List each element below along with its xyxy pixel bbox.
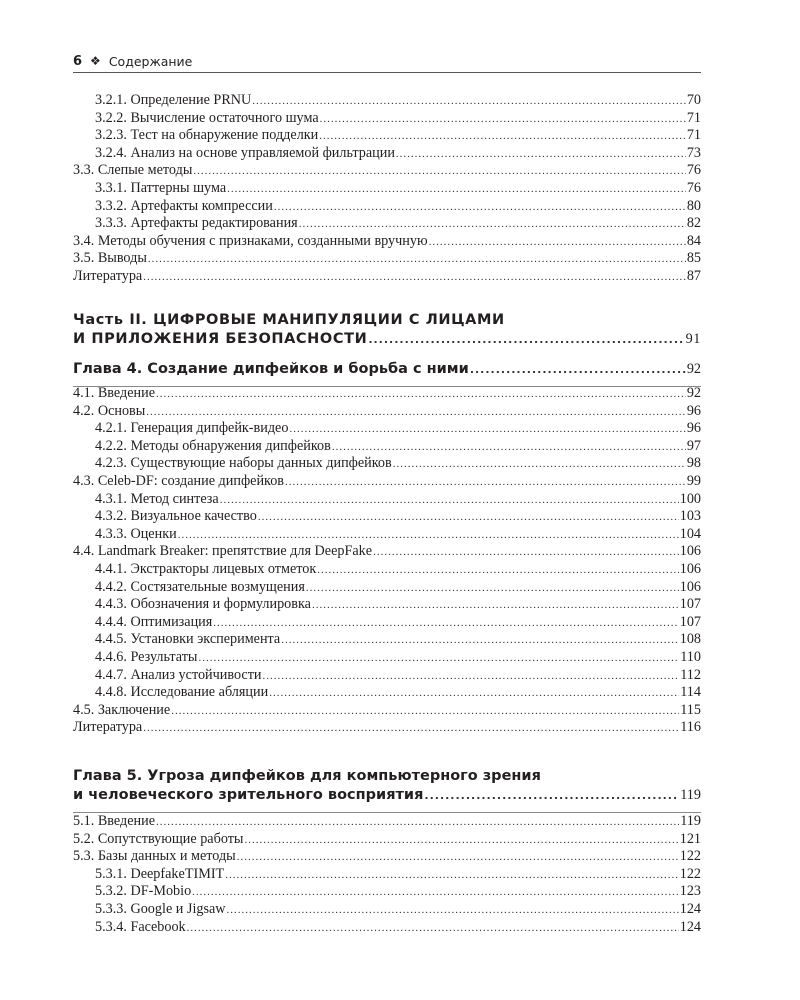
toc-entry[interactable] — [73, 198, 701, 216]
page-ref: 97 — [686, 437, 701, 454]
entry-title: 3.3.2. Артефакты компрессии — [95, 197, 273, 214]
dot-leader — [396, 148, 686, 160]
toc-entry[interactable] — [73, 579, 701, 597]
toc-entry[interactable] — [73, 866, 701, 884]
toc-entry[interactable] — [73, 596, 701, 614]
page-ref: 92 — [686, 385, 701, 401]
dot-leader — [373, 546, 679, 558]
toc-entry[interactable] — [73, 268, 701, 286]
dot-leader — [143, 722, 679, 734]
page-ref: 112 — [680, 666, 701, 683]
entry-title: 3.2.2. Вычисление остаточного шума — [95, 109, 319, 126]
entry-title: 3.2.3. Тест на обнаружение подделки — [95, 127, 319, 144]
dot-leader — [319, 130, 686, 142]
toc-entry[interactable] — [73, 215, 701, 233]
entry-title: 5.2. Сопутствующие работы — [73, 830, 244, 847]
toc-block-chapter4 — [73, 385, 701, 737]
dot-leader — [227, 904, 679, 916]
dot-leader — [198, 652, 679, 664]
toc-entry[interactable] — [73, 684, 701, 702]
entry-title: 4.4.5. Установки эксперимента — [95, 631, 281, 648]
ornament-icon: ❖ — [90, 54, 101, 68]
page-ref: 70 — [686, 92, 701, 108]
page-ref: 98 — [686, 455, 701, 472]
dot-leader — [274, 201, 686, 213]
toc-entry[interactable] — [73, 813, 701, 831]
toc-entry[interactable] — [73, 127, 701, 145]
dot-leader — [252, 95, 686, 107]
toc-entry[interactable] — [73, 455, 701, 473]
entry-title: 4.4.7. Анализ устойчивости — [95, 666, 262, 683]
entry-title: 4.4.3. Обозначения и формулировка — [95, 596, 311, 613]
page-ref: 124 — [679, 900, 701, 917]
page-ref: 110 — [680, 648, 701, 665]
entry-title: 3.2.1. Определение PRNU — [95, 92, 252, 108]
page-ref: 84 — [686, 232, 701, 249]
page-ref: 106 — [679, 578, 701, 595]
toc-entry-chapter-5[interactable] — [73, 787, 701, 809]
chapter-5-heading — [73, 766, 701, 813]
running-title: Содержание — [108, 53, 193, 69]
entry-title: 4.4. Landmark Breaker: препятствие для DeepFake — [73, 543, 373, 560]
page-ref: 71 — [686, 127, 701, 144]
toc-block-chapter5 — [73, 813, 701, 936]
dot-leader — [171, 705, 679, 717]
dot-leader — [312, 599, 679, 611]
toc-entry[interactable] — [73, 403, 701, 421]
dot-leader — [213, 617, 678, 629]
entry-title: 5.3.1. DeepfakeTIMIT — [95, 865, 225, 882]
page-ref: 80 — [686, 197, 701, 214]
page-ref: 124 — [679, 918, 701, 935]
toc-entry[interactable] — [73, 561, 701, 579]
chapter-title-line1: Глава 5. Угроза дипфейков для компьютерного зрения — [73, 768, 541, 784]
entry-title: 4.2.2. Методы обнаружения дипфейков — [95, 437, 331, 454]
dot-leader — [299, 218, 686, 230]
toc-entry[interactable] — [73, 543, 701, 561]
entry-title: 4.3. Celeb-DF: создание дипфейков — [73, 472, 285, 489]
entry-title: 3.3.3. Артефакты редактирования — [95, 215, 298, 232]
dot-leader — [429, 236, 686, 248]
dot-leader — [227, 183, 686, 195]
toc-entry[interactable] — [73, 719, 701, 737]
chapter-4-heading — [73, 361, 701, 387]
dot-leader — [470, 363, 686, 376]
entry-title: 4.3.3. Оценки — [95, 525, 177, 542]
toc-entry[interactable] — [73, 110, 701, 128]
entry-title: 5.1. Введение — [73, 813, 156, 829]
dot-leader — [244, 834, 678, 846]
entry-title: Литература — [73, 719, 143, 736]
page-ref: 122 — [679, 848, 701, 865]
toc-entry-chapter-4[interactable] — [73, 361, 701, 383]
entry-title: 5.3.3. Google и Jigsaw — [95, 900, 226, 917]
page-ref: 87 — [686, 267, 701, 284]
entry-title: 5.3. Базы данных и методы — [73, 848, 236, 865]
dot-leader — [258, 511, 679, 523]
entry-title: 3.3. Слепые методы — [73, 162, 193, 179]
toc-entry[interactable] — [73, 473, 701, 491]
dot-leader — [225, 869, 679, 881]
toc-entry[interactable] — [73, 145, 701, 163]
page-ref: 106 — [679, 543, 701, 560]
dot-leader — [332, 441, 686, 453]
toc-entry[interactable] — [73, 614, 701, 632]
dot-leader — [393, 458, 686, 470]
dot-leader — [306, 582, 679, 594]
toc-entry[interactable] — [73, 526, 701, 544]
page-ref: 108 — [679, 631, 701, 648]
dot-leader — [193, 165, 685, 177]
page-ref: 121 — [679, 830, 701, 847]
dot-leader — [156, 388, 686, 400]
page-ref: 92 — [686, 361, 701, 377]
dot-leader — [263, 670, 680, 682]
toc-entry[interactable] — [73, 491, 701, 509]
toc-entry[interactable] — [73, 250, 701, 268]
running-header — [73, 50, 701, 73]
page-ref: 96 — [686, 420, 701, 437]
toc-entry[interactable] — [73, 92, 701, 110]
toc-entry-part-2[interactable] — [73, 331, 701, 353]
page-ref: 107 — [679, 596, 701, 613]
entry-title: 4.4.1. Экстракторы лицевых отметок — [95, 560, 317, 577]
entry-title: Литература — [73, 267, 143, 284]
page-ref: 104 — [679, 525, 701, 542]
toc-entry[interactable] — [73, 649, 701, 667]
entry-title: 4.1. Введение — [73, 385, 156, 401]
entry-title: 3.4. Методы обучения с признаками, созданными вручную — [73, 232, 428, 249]
page-ref: 96 — [686, 402, 701, 419]
toc-entry[interactable] — [73, 631, 701, 649]
dot-leader — [220, 494, 679, 506]
dot-leader — [192, 886, 679, 898]
part-2-heading — [73, 310, 701, 353]
toc-entry[interactable] — [73, 901, 701, 919]
entry-title: 5.3.4. Facebook — [95, 918, 186, 935]
page-ref: 119 — [680, 813, 701, 829]
toc-entry[interactable] — [73, 848, 701, 866]
toc-block-chapter3 — [73, 92, 701, 286]
page-ref: 73 — [686, 144, 701, 161]
entry-title: 4.2.1. Генерация дипфейк-видео — [95, 420, 289, 437]
toc-entry[interactable] — [73, 508, 701, 526]
dot-leader — [187, 922, 679, 934]
page-ref: 91 — [685, 331, 701, 347]
toc-entry[interactable] — [73, 831, 701, 849]
page-ref: 106 — [679, 560, 701, 577]
dot-leader — [146, 406, 686, 418]
page-ref: 116 — [680, 719, 701, 736]
page-number: 6 — [73, 53, 83, 69]
page-ref: 115 — [680, 701, 701, 718]
toc-entry[interactable] — [73, 702, 701, 720]
dot-leader — [424, 789, 679, 802]
toc-entry[interactable] — [73, 180, 701, 198]
entry-title: 5.3.2. DF-Mobio — [95, 883, 192, 900]
page-ref: 76 — [686, 179, 701, 196]
part-title-line1: Часть II. ЦИФРОВЫЕ МАНИПУЛЯЦИИ С ЛИЦАМИ — [73, 312, 505, 328]
entry-title: 4.4.8. Исследование абляции — [95, 684, 269, 701]
dot-leader — [269, 687, 679, 699]
dot-leader — [237, 851, 679, 863]
page-ref: 107 — [679, 613, 701, 630]
page-ref: 103 — [679, 508, 701, 525]
part-title-line2: И ПРИЛОЖЕНИЯ БЕЗОПАСНОСТИ — [73, 331, 368, 347]
toc-entry[interactable] — [73, 667, 701, 685]
toc-entry[interactable] — [73, 438, 701, 456]
dot-leader — [281, 634, 678, 646]
entry-title: 4.2.3. Существующие наборы данных дипфейков — [95, 455, 392, 472]
page-ref: 85 — [686, 250, 701, 267]
page-ref: 119 — [680, 787, 701, 803]
dot-leader — [289, 423, 685, 435]
page-ref: 123 — [679, 883, 701, 900]
toc-entry[interactable] — [73, 233, 701, 251]
entry-title: 3.5. Выводы — [73, 250, 147, 267]
chapter-title: Глава 4. Создание дипфейков и борьба с ними — [73, 361, 469, 377]
entry-title: 4.3.1. Метод синтеза — [95, 490, 219, 507]
toc-entry[interactable] — [73, 883, 701, 901]
dot-leader — [156, 816, 679, 828]
toc-entry[interactable] — [73, 162, 701, 180]
entry-title: 4.2. Основы — [73, 402, 146, 419]
entry-title: 4.3.2. Визуальное качество — [95, 508, 257, 525]
entry-title: 4.4.6. Результаты — [95, 648, 198, 665]
dot-leader — [320, 113, 686, 125]
page-ref: 100 — [679, 490, 701, 507]
chapter-title-line2: и человеческого зрительного восприятия — [73, 787, 424, 803]
dot-leader — [368, 333, 684, 346]
entry-title: 4.4.2. Состязательные возмущения — [95, 578, 305, 595]
dot-leader — [148, 253, 686, 265]
toc-entry[interactable] — [73, 919, 701, 937]
toc-entry[interactable] — [73, 385, 701, 403]
toc-entry[interactable] — [73, 420, 701, 438]
entry-title: 4.4.4. Оптимизация — [95, 613, 213, 630]
entry-title: 4.5. Заключение — [73, 701, 171, 718]
dot-leader — [317, 564, 678, 576]
entry-title: 3.3.1. Паттерны шума — [95, 179, 227, 196]
page-ref: 122 — [679, 865, 701, 882]
entry-title: 3.2.4. Анализ на основе управляемой фильтрации — [95, 144, 395, 161]
page-ref: 99 — [686, 472, 701, 489]
page-ref: 82 — [686, 215, 701, 232]
dot-leader — [285, 476, 686, 488]
page-ref: 114 — [680, 684, 701, 701]
dot-leader — [143, 271, 686, 283]
page-ref: 71 — [686, 109, 701, 126]
page-ref: 76 — [686, 162, 701, 179]
dot-leader — [178, 529, 679, 541]
